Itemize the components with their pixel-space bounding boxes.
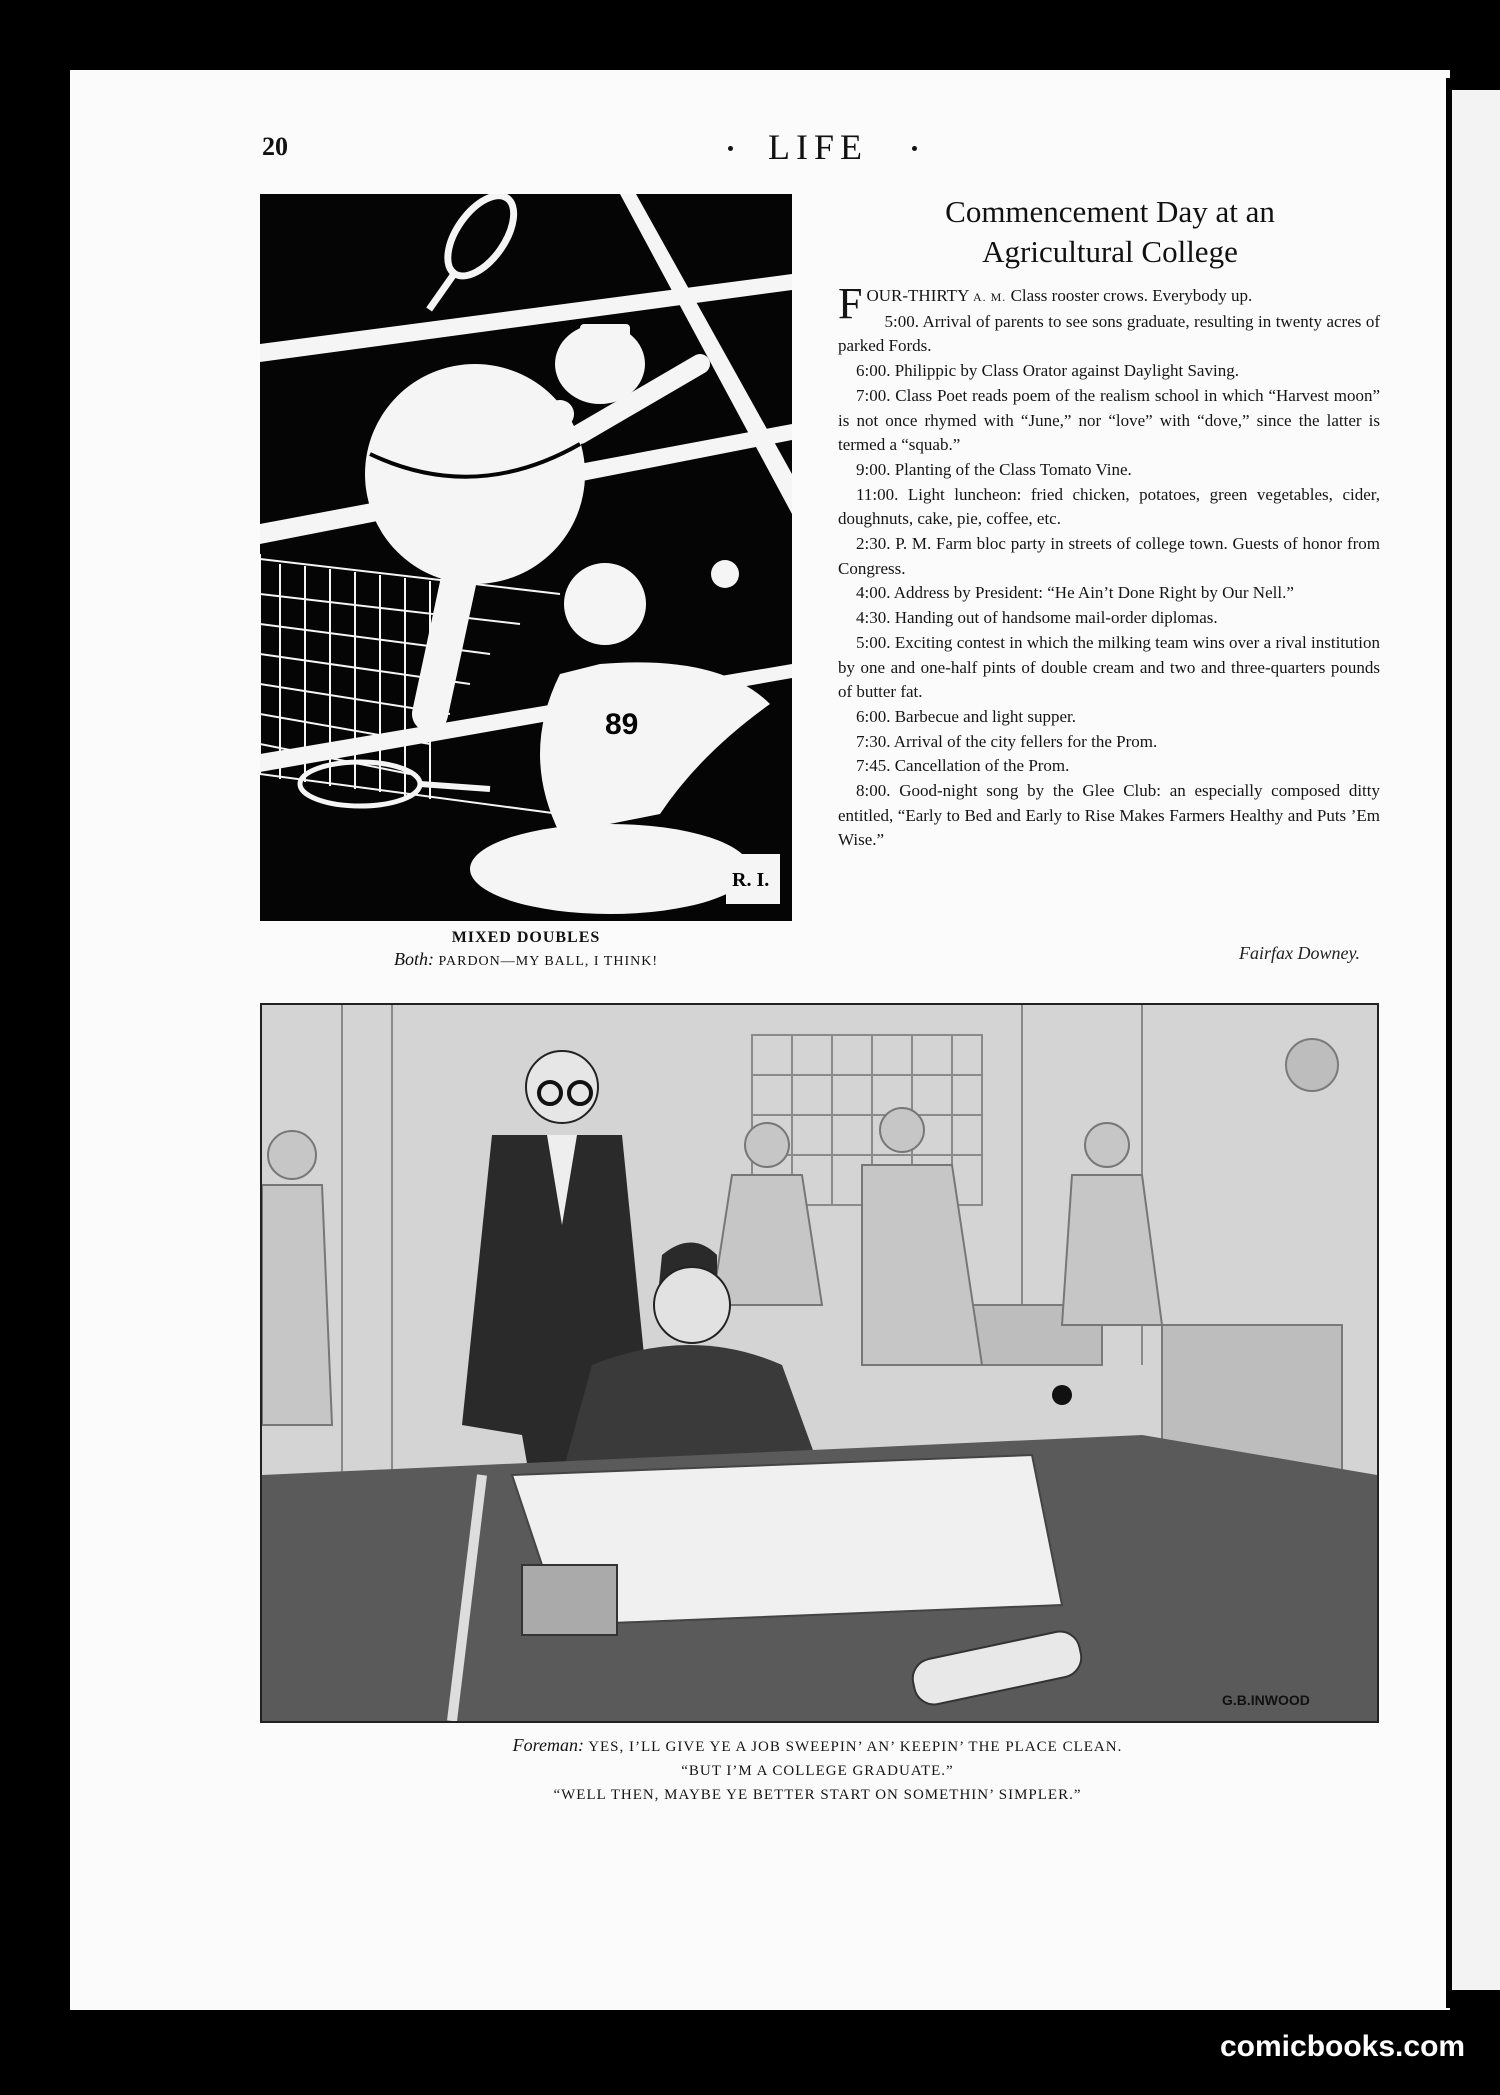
mixed-doubles-illustration [260,194,792,921]
drop-cap: F [838,279,863,328]
first-time-suffix: A. M. [972,290,1007,304]
caption-dialogue-text: PARDON—MY BALL, I THINK! [438,954,658,969]
caption-line-3: “WELL THEN, MAYBE YE BETTER START ON SOMETHIN’ SIMPLER.” [553,1787,1082,1803]
artist-signature-bottom: G.B.INWOOD [1222,1692,1310,1708]
artist-signature-top: R. I. [732,869,770,891]
first-entry-text: Class rooster crows. Everybody up. [1010,286,1253,305]
article-entry: 11:00. Light luncheon: fried chicken, potatoes, green vegetables, cider, doughnuts, cake, pie, coffee, etc. [838,484,1380,529]
jersey-number: 89 [605,708,639,741]
mixed-doubles-cartoon [260,194,792,921]
article-entry: 6:00. Philippic by Class Orator against Daylight Saving. [856,361,1239,381]
article-entry: 9:00. Planting of the Class Tomato Vine. [856,459,1132,479]
mixed-doubles-caption [260,929,792,970]
caption-line-1-text: YES, I’LL GIVE YE A JOB SWEEPIN’ AN’ KEEPIN’ THE PLACE CLEAN. [588,1739,1123,1755]
first-word: OUR-THIRTY [866,286,969,305]
article-entry: 2:30. P. M. Farm bloc party in streets of college town. Guests of honor from Congress. [838,534,1380,578]
caption-line-1 [260,1733,1375,1759]
workshop-illustration [262,1005,1377,1721]
article-title-line-2: Agricultural College [982,234,1238,269]
cartoon-dialogue [260,949,792,970]
article-entry: 6:00. Barbecue and light supper. [856,706,1077,726]
article-entry: 8:00. Good-night song by the Glee Club: an especially composed ditty entitled, “Early to Bed and Early to Rise Makes Farmers Healthy and Puts ’Em Wise.” [838,781,1380,850]
article-title-line-1: Commencement Day at an [945,194,1275,229]
header-dot-left [728,146,733,151]
caption-speaker: Both: [394,949,434,969]
article-entry: 7:30. Arrival of the city fellers for the Prom. [856,731,1158,751]
caption-speaker-foreman: Foreman: [512,1735,584,1755]
article-entry: 7:45. Cancellation of the Prom. [856,756,1070,776]
header-dot-right [912,146,917,151]
workshop-cartoon [260,1003,1379,1723]
adjacent-page-edge [1452,90,1500,1990]
article-entry: 4:00. Address by President: “He Ain’t Done Right by Our Nell.” [856,583,1294,603]
article-entry: 5:00. Exciting contest in which the milking team wins over a rival institution by one and one-half pints of double cream and two and three-quarters pounds of butter fat. [838,632,1380,702]
article-entry: 7:00. Class Poet reads poem of the realism school in which “Harvest moon” is not once rhymed with “June,” nor “love” with “dove,” since the latter is termed a “squab.” [838,385,1380,455]
caption-line-2: “BUT I’M A COLLEGE GRADUATE.” [681,1763,954,1779]
magazine-title: LIFE [768,127,868,167]
article-first-paragraph [838,279,1380,328]
article-title [830,192,1390,272]
workshop-caption [260,1733,1375,1807]
article-entry: 4:30. Handing out of handsome mail-order diplomas. [856,608,1218,628]
site-watermark: comicbooks.com [1220,2030,1466,2063]
page-number: 20 [262,132,288,161]
cartoon-title: MIXED DOUBLES [451,929,601,946]
article-author: Fairfax Downey. [1239,943,1360,963]
article-entry: 5:00. Arrival of parents to see sons graduate, resulting in twenty acres of parked Fords. [838,311,1380,356]
article-body [838,279,1380,853]
